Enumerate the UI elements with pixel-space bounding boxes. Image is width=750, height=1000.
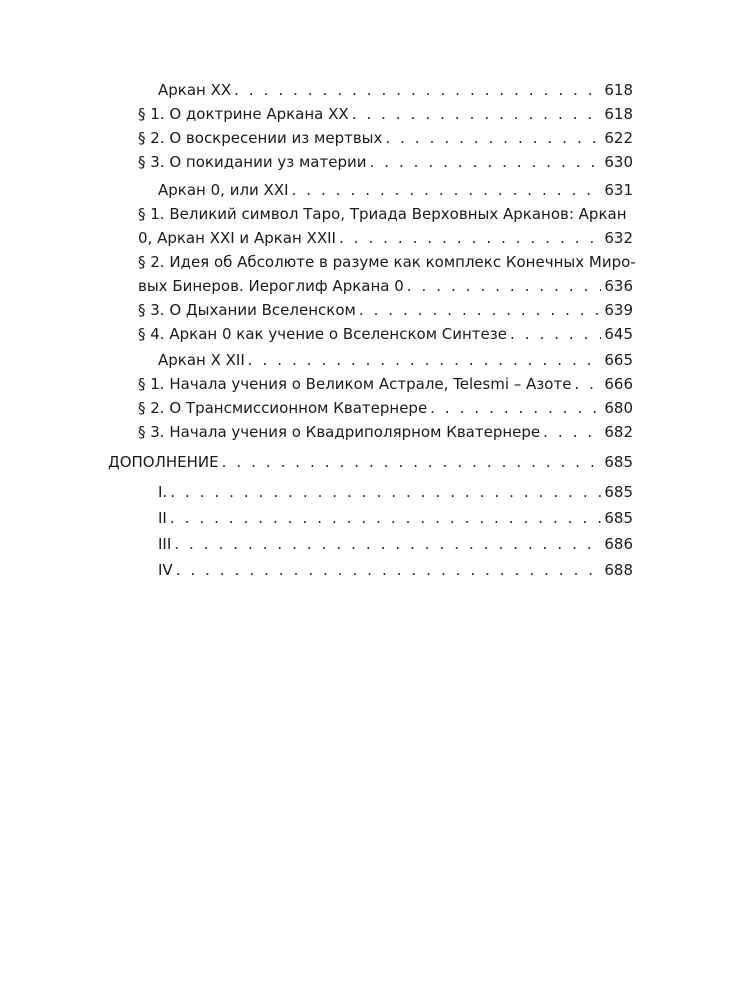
toc-entry-title: § 2. О Трансмиссионном Кватернере	[138, 399, 428, 417]
toc-entry-arkan-20-s2[interactable]	[138, 126, 633, 150]
toc-entry-page: 682	[604, 423, 633, 441]
dot-leader	[369, 150, 601, 174]
toc-entry-arkan-22-s1[interactable]	[138, 372, 633, 396]
toc-entry-arkan-22[interactable]	[158, 348, 633, 372]
dot-leader	[543, 420, 601, 444]
toc-entry-arkan-20-s1[interactable]	[138, 102, 633, 126]
toc-entry-title: § 3. Начала учения о Квадриполярном Кватернере	[138, 423, 541, 441]
toc-entry-title: § 1. О доктрине Аркана XX	[138, 105, 349, 123]
toc-entry-page: 636	[604, 277, 633, 295]
toc-entry-page: 632	[604, 229, 633, 247]
toc-entry-arkan-20-s3[interactable]	[138, 150, 633, 174]
toc-entry-arkan-0-s1-line1[interactable]: § 1. Великий символ Таро, Триада Верховных Арканов: Аркан	[138, 205, 627, 223]
toc-entry-page: 666	[604, 375, 633, 393]
dot-leader	[510, 322, 601, 346]
toc-entry-arkan-0-s2-line1[interactable]: § 2. Идея об Абсолюте в разуме как комплекс Конечных Миро-	[138, 253, 636, 271]
toc-entry-appendix-4[interactable]	[158, 558, 633, 582]
dot-leader	[385, 126, 601, 150]
toc-entry-arkan-0-s2-line2[interactable]	[138, 274, 633, 298]
toc-entry-title: вых Бинеров. Иероглиф Аркана 0	[138, 277, 404, 295]
toc-entry-title: I.	[158, 483, 168, 501]
dot-leader	[170, 480, 601, 504]
dot-leader	[339, 226, 601, 250]
toc-entry-title: II	[158, 509, 167, 527]
toc-entry-appendix-1[interactable]	[158, 480, 633, 504]
toc-entry-arkan-0-s1-line2[interactable]	[138, 226, 633, 250]
toc-entry-page: 685	[604, 509, 633, 527]
toc-entry-page: 622	[604, 129, 633, 147]
dot-leader	[352, 102, 602, 126]
toc-entry-page: 618	[604, 81, 633, 99]
dot-leader	[174, 532, 601, 556]
dot-leader	[407, 274, 602, 298]
toc-entry-page: 630	[604, 153, 633, 171]
toc-entry-appendix-3[interactable]	[158, 532, 633, 556]
toc-entry-title: § 1. Начала учения о Великом Астрале, Telesmi – Азоте	[138, 375, 572, 393]
toc-entry-title: § 3. О Дыхании Вселенском	[138, 301, 356, 319]
toc-entry-arkan-0[interactable]	[158, 178, 633, 202]
toc-entry-title: Аркан X XII	[158, 351, 245, 369]
dot-leader	[430, 396, 601, 420]
toc-entry-page: 680	[604, 399, 633, 417]
toc-entry-page: 686	[604, 535, 633, 553]
toc-entry-page: 645	[604, 325, 633, 343]
toc-entry-appendix-2[interactable]	[158, 506, 633, 530]
toc-entry-arkan-22-s3[interactable]	[138, 420, 633, 444]
toc-entry-arkan-22-s2[interactable]	[138, 396, 633, 420]
toc-entry-title: ДОПОЛНЕНИЕ	[108, 453, 219, 471]
dot-leader	[359, 298, 602, 322]
toc-entry-title: Аркан 0, или XXI	[158, 181, 289, 199]
dot-leader	[574, 372, 601, 396]
toc-entry-arkan-20[interactable]	[158, 78, 633, 102]
toc-entry-appendix[interactable]	[108, 450, 633, 474]
toc-entry-title: III	[158, 535, 172, 553]
dot-leader	[222, 450, 602, 474]
dot-leader	[176, 558, 602, 582]
toc-entry-title: § 2. О воскресении из мертвых	[138, 129, 383, 147]
toc-entry-title: Аркан XX	[158, 81, 232, 99]
toc-entry-title: IV	[158, 561, 173, 579]
dot-leader	[292, 178, 602, 202]
dot-leader	[234, 78, 601, 102]
toc-entry-page: 639	[604, 301, 633, 319]
toc-entry-title: 0, Аркан XXI и Аркан XXII	[138, 229, 336, 247]
dot-leader	[248, 348, 602, 372]
toc-entry-page: 618	[604, 105, 633, 123]
toc-entry-title: § 4. Аркан 0 как учение о Вселенском Синтезе	[138, 325, 507, 343]
toc-entry-arkan-0-s4[interactable]	[138, 322, 633, 346]
toc-entry-arkan-0-s3[interactable]	[138, 298, 633, 322]
toc-entry-page: 685	[604, 453, 633, 471]
toc-entry-title: § 3. О покидании уз материи	[138, 153, 367, 171]
toc-entry-page: 631	[604, 181, 633, 199]
dot-leader	[170, 506, 602, 530]
toc-entry-page: 665	[604, 351, 633, 369]
toc-entry-page: 688	[604, 561, 633, 579]
toc-entry-page: 685	[604, 483, 633, 501]
